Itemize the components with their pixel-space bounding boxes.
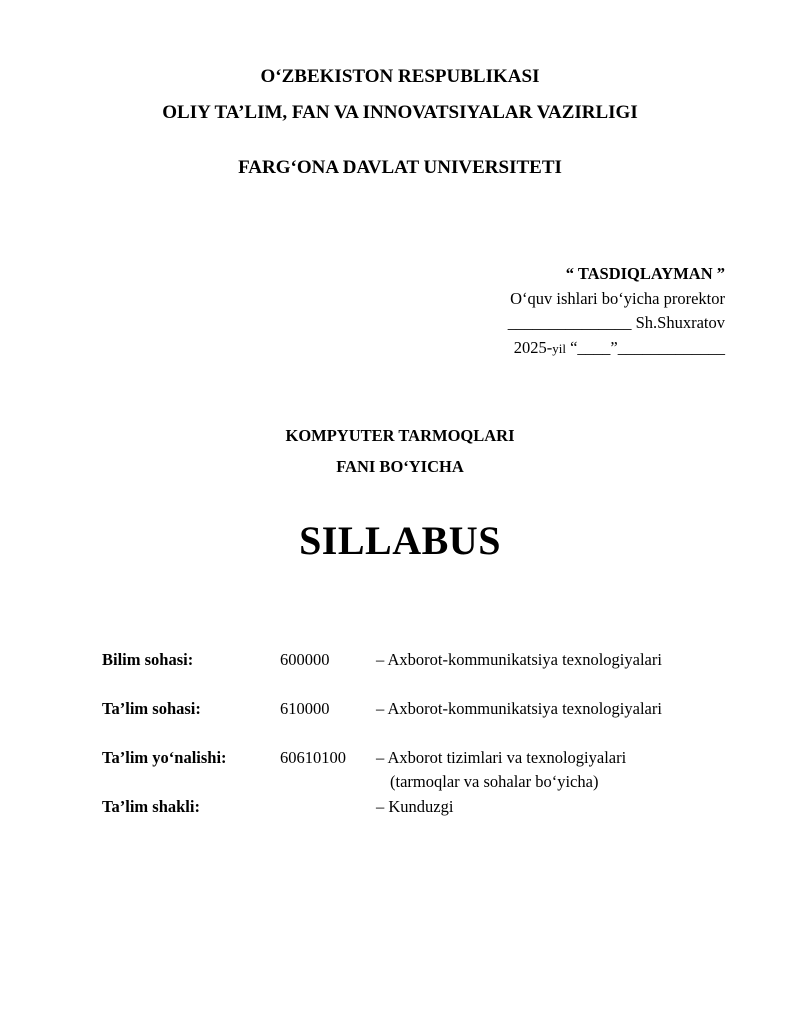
approval-date-line bbox=[514, 338, 725, 358]
info-row-label: Bilim sohasi: bbox=[102, 650, 194, 669]
info-row-code: 60610100 bbox=[280, 748, 346, 767]
info-row-label: Ta’lim yo‘nalishi: bbox=[102, 748, 227, 767]
info-row-desc: – Kunduzgi bbox=[376, 797, 454, 816]
ministry-country-heading: O‘ZBEKISTON RESPUBLIKASI bbox=[260, 66, 540, 87]
approval-role: O‘quv ishlari bo‘yicha prorektor bbox=[510, 289, 725, 308]
info-row-label: Ta’lim sohasi: bbox=[102, 699, 201, 718]
approval-signature-line: _______________ Sh.Shuxratov bbox=[507, 313, 725, 332]
subject-name: KOMPYUTER TARMOQLARI bbox=[285, 426, 515, 445]
approval-title: “ TASDIQLAYMAN ” bbox=[565, 264, 725, 283]
approval-year-suffix: yil bbox=[552, 341, 566, 356]
info-row-label: Ta’lim shakli: bbox=[102, 797, 200, 816]
university-name-heading: FARG‘ONA DAVLAT UNIVERSITETI bbox=[238, 157, 562, 178]
approval-date-blanks: “____”_____________ bbox=[565, 338, 725, 357]
ministry-name-heading: OLIY TA’LIM, FAN VA INNOVATSIYALAR VAZIRLIGI bbox=[162, 102, 638, 123]
info-row-code: 610000 bbox=[280, 699, 330, 718]
document-title: SILLABUS bbox=[299, 518, 501, 563]
approval-year: 2025- bbox=[513, 338, 553, 357]
subject-caption: FANI BO‘YICHA bbox=[336, 457, 464, 476]
info-row-desc-continuation: (tarmoqlar va sohalar bo‘yicha) bbox=[390, 772, 599, 791]
info-row-desc: – Axborot-kommunikatsiya texnologiyalari bbox=[376, 699, 662, 718]
info-row-desc: – Axborot-kommunikatsiya texnologiyalari bbox=[376, 650, 662, 669]
info-row-code: 600000 bbox=[280, 650, 330, 669]
info-row-desc: – Axborot tizimlari va texnologiyalari bbox=[376, 748, 627, 767]
